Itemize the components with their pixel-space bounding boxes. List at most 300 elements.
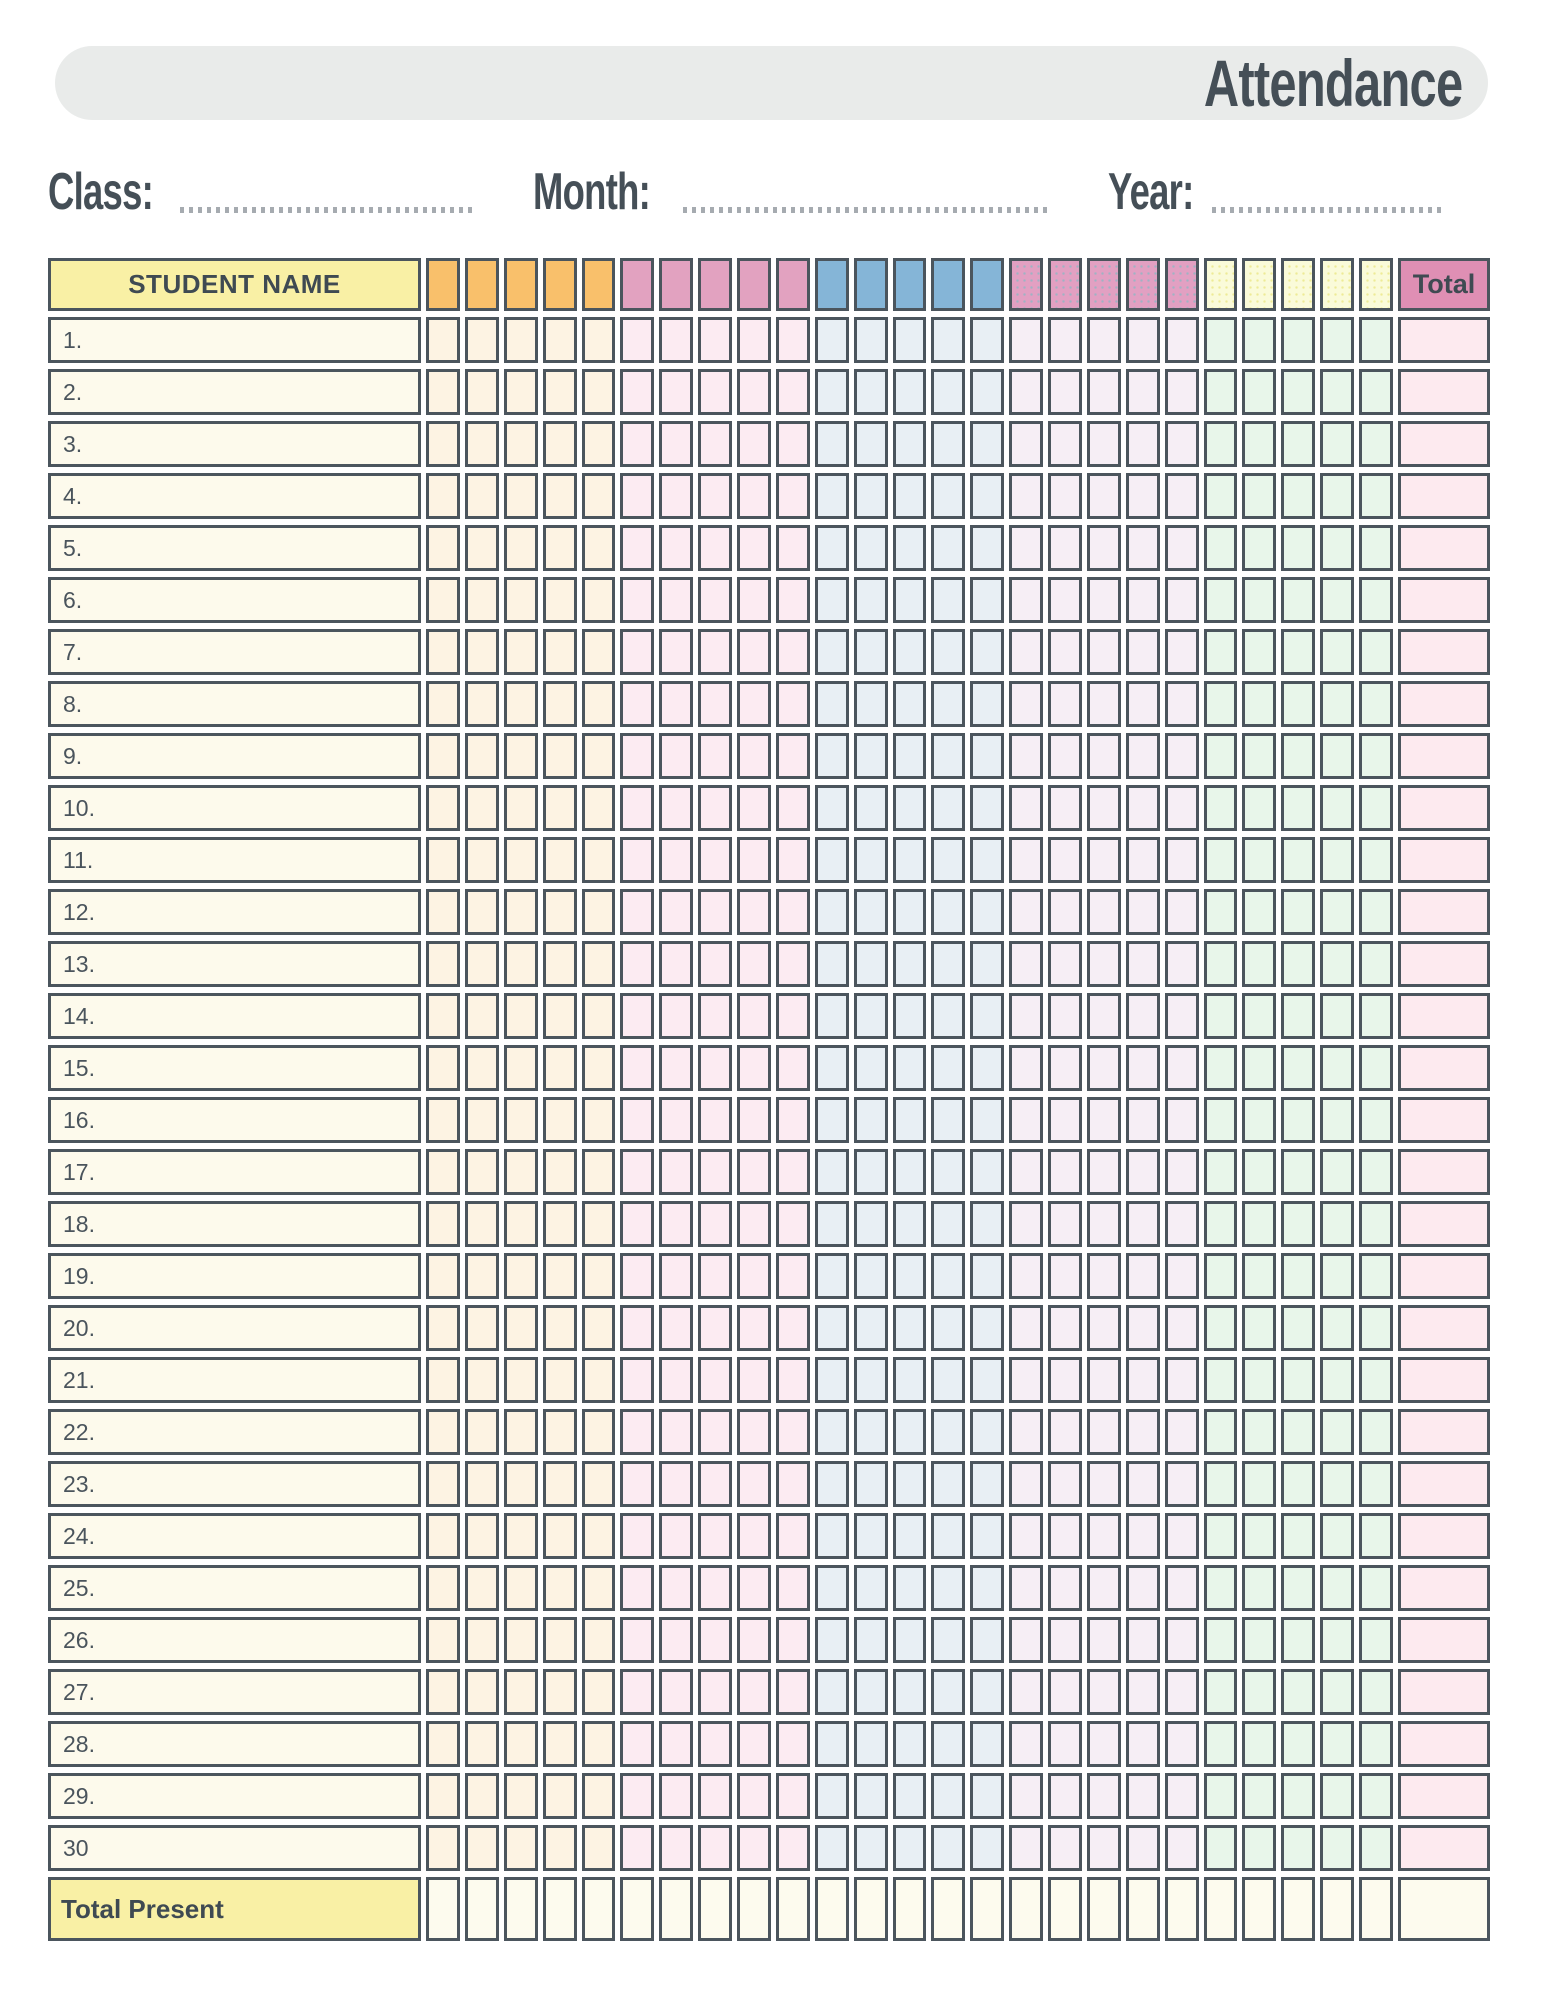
attendance-cell-r15-d16[interactable]	[1009, 1045, 1043, 1091]
attendance-cell-r15-d23[interactable]	[1281, 1045, 1315, 1091]
attendance-cell-r14-d2[interactable]	[465, 993, 499, 1039]
attendance-cell-r9-d18[interactable]	[1087, 733, 1121, 779]
attendance-cell-r12-d19[interactable]	[1126, 889, 1160, 935]
attendance-cell-r11-d20[interactable]	[1165, 837, 1199, 883]
attendance-cell-r11-d16[interactable]	[1009, 837, 1043, 883]
attendance-cell-r8-d18[interactable]	[1087, 681, 1121, 727]
total-present-day-cell-4[interactable]	[543, 1877, 577, 1941]
attendance-cell-r30-d17[interactable]	[1048, 1825, 1082, 1871]
attendance-cell-r17-d11[interactable]	[815, 1149, 849, 1195]
attendance-cell-r17-d2[interactable]	[465, 1149, 499, 1195]
attendance-cell-r2-d23[interactable]	[1281, 369, 1315, 415]
attendance-cell-r16-d13[interactable]	[893, 1097, 927, 1143]
attendance-cell-r13-d17[interactable]	[1048, 941, 1082, 987]
attendance-cell-r9-d15[interactable]	[970, 733, 1004, 779]
row-total-cell-r22[interactable]	[1398, 1409, 1490, 1455]
attendance-cell-r26-d22[interactable]	[1242, 1617, 1276, 1663]
attendance-cell-r3-d10[interactable]	[776, 421, 810, 467]
attendance-cell-r2-d7[interactable]	[659, 369, 693, 415]
attendance-cell-r29-d4[interactable]	[543, 1773, 577, 1819]
attendance-cell-r10-d6[interactable]	[620, 785, 654, 831]
attendance-cell-r22-d17[interactable]	[1048, 1409, 1082, 1455]
attendance-cell-r8-d4[interactable]	[543, 681, 577, 727]
attendance-cell-r2-d15[interactable]	[970, 369, 1004, 415]
attendance-cell-r26-d20[interactable]	[1165, 1617, 1199, 1663]
attendance-cell-r22-d2[interactable]	[465, 1409, 499, 1455]
attendance-cell-r1-d17[interactable]	[1048, 317, 1082, 363]
month-input-line[interactable]	[683, 207, 1051, 213]
attendance-cell-r11-d22[interactable]	[1242, 837, 1276, 883]
attendance-cell-r28-d12[interactable]	[854, 1721, 888, 1767]
attendance-cell-r3-d9[interactable]	[737, 421, 771, 467]
attendance-cell-r23-d11[interactable]	[815, 1461, 849, 1507]
attendance-cell-r17-d17[interactable]	[1048, 1149, 1082, 1195]
attendance-cell-r2-d13[interactable]	[893, 369, 927, 415]
attendance-cell-r4-d23[interactable]	[1281, 473, 1315, 519]
attendance-cell-r26-d18[interactable]	[1087, 1617, 1121, 1663]
attendance-cell-r16-d5[interactable]	[582, 1097, 616, 1143]
attendance-cell-r6-d3[interactable]	[504, 577, 538, 623]
attendance-cell-r11-d10[interactable]	[776, 837, 810, 883]
attendance-cell-r1-d11[interactable]	[815, 317, 849, 363]
attendance-cell-r15-d14[interactable]	[931, 1045, 965, 1091]
attendance-cell-r15-d12[interactable]	[854, 1045, 888, 1091]
attendance-cell-r6-d15[interactable]	[970, 577, 1004, 623]
row-total-cell-r18[interactable]	[1398, 1201, 1490, 1247]
attendance-cell-r21-d12[interactable]	[854, 1357, 888, 1403]
attendance-cell-r19-d11[interactable]	[815, 1253, 849, 1299]
attendance-cell-r8-d24[interactable]	[1320, 681, 1354, 727]
attendance-cell-r22-d23[interactable]	[1281, 1409, 1315, 1455]
attendance-cell-r5-d19[interactable]	[1126, 525, 1160, 571]
total-present-day-cell-8[interactable]	[698, 1877, 732, 1941]
attendance-cell-r1-d7[interactable]	[659, 317, 693, 363]
attendance-cell-r2-d18[interactable]	[1087, 369, 1121, 415]
attendance-cell-r28-d22[interactable]	[1242, 1721, 1276, 1767]
attendance-cell-r22-d16[interactable]	[1009, 1409, 1043, 1455]
attendance-cell-r2-d24[interactable]	[1320, 369, 1354, 415]
attendance-cell-r18-d2[interactable]	[465, 1201, 499, 1247]
attendance-cell-r21-d5[interactable]	[582, 1357, 616, 1403]
attendance-cell-r18-d12[interactable]	[854, 1201, 888, 1247]
attendance-cell-r26-d6[interactable]	[620, 1617, 654, 1663]
attendance-cell-r16-d8[interactable]	[698, 1097, 732, 1143]
attendance-cell-r15-d20[interactable]	[1165, 1045, 1199, 1091]
attendance-cell-r18-d18[interactable]	[1087, 1201, 1121, 1247]
attendance-cell-r27-d12[interactable]	[854, 1669, 888, 1715]
attendance-cell-r8-d23[interactable]	[1281, 681, 1315, 727]
attendance-cell-r15-d18[interactable]	[1087, 1045, 1121, 1091]
attendance-cell-r30-d2[interactable]	[465, 1825, 499, 1871]
attendance-cell-r6-d2[interactable]	[465, 577, 499, 623]
attendance-cell-r30-d5[interactable]	[582, 1825, 616, 1871]
attendance-cell-r17-d19[interactable]	[1126, 1149, 1160, 1195]
attendance-cell-r7-d16[interactable]	[1009, 629, 1043, 675]
attendance-cell-r15-d2[interactable]	[465, 1045, 499, 1091]
attendance-cell-r21-d1[interactable]	[426, 1357, 460, 1403]
attendance-cell-r4-d2[interactable]	[465, 473, 499, 519]
attendance-cell-r8-d21[interactable]	[1204, 681, 1238, 727]
attendance-cell-r20-d19[interactable]	[1126, 1305, 1160, 1351]
attendance-cell-r20-d17[interactable]	[1048, 1305, 1082, 1351]
attendance-cell-r24-d3[interactable]	[504, 1513, 538, 1559]
attendance-cell-r13-d22[interactable]	[1242, 941, 1276, 987]
attendance-cell-r22-d9[interactable]	[737, 1409, 771, 1455]
attendance-cell-r10-d15[interactable]	[970, 785, 1004, 831]
attendance-cell-r3-d8[interactable]	[698, 421, 732, 467]
attendance-cell-r29-d17[interactable]	[1048, 1773, 1082, 1819]
attendance-cell-r6-d6[interactable]	[620, 577, 654, 623]
attendance-cell-r23-d14[interactable]	[931, 1461, 965, 1507]
attendance-cell-r16-d1[interactable]	[426, 1097, 460, 1143]
attendance-cell-r8-d5[interactable]	[582, 681, 616, 727]
attendance-cell-r20-d12[interactable]	[854, 1305, 888, 1351]
attendance-cell-r3-d24[interactable]	[1320, 421, 1354, 467]
row-total-cell-r4[interactable]	[1398, 473, 1490, 519]
attendance-cell-r24-d14[interactable]	[931, 1513, 965, 1559]
attendance-cell-r19-d25[interactable]	[1359, 1253, 1393, 1299]
attendance-cell-r14-d7[interactable]	[659, 993, 693, 1039]
attendance-cell-r2-d19[interactable]	[1126, 369, 1160, 415]
attendance-cell-r13-d12[interactable]	[854, 941, 888, 987]
attendance-cell-r16-d17[interactable]	[1048, 1097, 1082, 1143]
attendance-cell-r30-d8[interactable]	[698, 1825, 732, 1871]
attendance-cell-r17-d21[interactable]	[1204, 1149, 1238, 1195]
attendance-cell-r27-d5[interactable]	[582, 1669, 616, 1715]
attendance-cell-r28-d17[interactable]	[1048, 1721, 1082, 1767]
attendance-cell-r30-d19[interactable]	[1126, 1825, 1160, 1871]
attendance-cell-r5-d15[interactable]	[970, 525, 1004, 571]
attendance-cell-r25-d20[interactable]	[1165, 1565, 1199, 1611]
attendance-cell-r15-d11[interactable]	[815, 1045, 849, 1091]
row-total-cell-r30[interactable]	[1398, 1825, 1490, 1871]
attendance-cell-r30-d4[interactable]	[543, 1825, 577, 1871]
total-present-day-cell-16[interactable]	[1009, 1877, 1043, 1941]
attendance-cell-r14-d4[interactable]	[543, 993, 577, 1039]
attendance-cell-r18-d10[interactable]	[776, 1201, 810, 1247]
row-total-cell-r5[interactable]	[1398, 525, 1490, 571]
attendance-cell-r23-d16[interactable]	[1009, 1461, 1043, 1507]
total-present-day-cell-17[interactable]	[1048, 1877, 1082, 1941]
attendance-cell-r22-d19[interactable]	[1126, 1409, 1160, 1455]
attendance-cell-r5-d20[interactable]	[1165, 525, 1199, 571]
attendance-cell-r9-d24[interactable]	[1320, 733, 1354, 779]
attendance-cell-r17-d9[interactable]	[737, 1149, 771, 1195]
attendance-cell-r1-d14[interactable]	[931, 317, 965, 363]
attendance-cell-r16-d14[interactable]	[931, 1097, 965, 1143]
attendance-cell-r14-d14[interactable]	[931, 993, 965, 1039]
attendance-cell-r19-d16[interactable]	[1009, 1253, 1043, 1299]
attendance-cell-r29-d23[interactable]	[1281, 1773, 1315, 1819]
student-name-cell[interactable]: 1.	[48, 317, 421, 363]
attendance-cell-r28-d18[interactable]	[1087, 1721, 1121, 1767]
attendance-cell-r11-d18[interactable]	[1087, 837, 1121, 883]
student-name-cell[interactable]: 25.	[48, 1565, 421, 1611]
attendance-cell-r23-d3[interactable]	[504, 1461, 538, 1507]
row-total-cell-r25[interactable]	[1398, 1565, 1490, 1611]
attendance-cell-r28-d21[interactable]	[1204, 1721, 1238, 1767]
attendance-cell-r13-d6[interactable]	[620, 941, 654, 987]
attendance-cell-r23-d25[interactable]	[1359, 1461, 1393, 1507]
attendance-cell-r21-d17[interactable]	[1048, 1357, 1082, 1403]
attendance-cell-r13-d5[interactable]	[582, 941, 616, 987]
attendance-cell-r25-d21[interactable]	[1204, 1565, 1238, 1611]
row-total-cell-r19[interactable]	[1398, 1253, 1490, 1299]
attendance-cell-r10-d21[interactable]	[1204, 785, 1238, 831]
attendance-cell-r14-d9[interactable]	[737, 993, 771, 1039]
attendance-cell-r24-d19[interactable]	[1126, 1513, 1160, 1559]
attendance-cell-r12-d11[interactable]	[815, 889, 849, 935]
total-present-day-cell-10[interactable]	[776, 1877, 810, 1941]
attendance-cell-r3-d11[interactable]	[815, 421, 849, 467]
attendance-cell-r20-d4[interactable]	[543, 1305, 577, 1351]
attendance-cell-r26-d14[interactable]	[931, 1617, 965, 1663]
attendance-cell-r26-d5[interactable]	[582, 1617, 616, 1663]
attendance-cell-r8-d14[interactable]	[931, 681, 965, 727]
attendance-cell-r25-d18[interactable]	[1087, 1565, 1121, 1611]
attendance-cell-r1-d25[interactable]	[1359, 317, 1393, 363]
attendance-cell-r24-d5[interactable]	[582, 1513, 616, 1559]
attendance-cell-r23-d20[interactable]	[1165, 1461, 1199, 1507]
attendance-cell-r13-d18[interactable]	[1087, 941, 1121, 987]
attendance-cell-r14-d6[interactable]	[620, 993, 654, 1039]
attendance-cell-r25-d17[interactable]	[1048, 1565, 1082, 1611]
student-name-cell[interactable]: 8.	[48, 681, 421, 727]
attendance-cell-r3-d17[interactable]	[1048, 421, 1082, 467]
attendance-cell-r4-d9[interactable]	[737, 473, 771, 519]
attendance-cell-r7-d2[interactable]	[465, 629, 499, 675]
attendance-cell-r10-d19[interactable]	[1126, 785, 1160, 831]
attendance-cell-r29-d22[interactable]	[1242, 1773, 1276, 1819]
attendance-cell-r9-d17[interactable]	[1048, 733, 1082, 779]
attendance-cell-r26-d25[interactable]	[1359, 1617, 1393, 1663]
attendance-cell-r4-d6[interactable]	[620, 473, 654, 519]
attendance-cell-r16-d11[interactable]	[815, 1097, 849, 1143]
attendance-cell-r28-d1[interactable]	[426, 1721, 460, 1767]
attendance-cell-r14-d5[interactable]	[582, 993, 616, 1039]
attendance-cell-r23-d2[interactable]	[465, 1461, 499, 1507]
attendance-cell-r15-d1[interactable]	[426, 1045, 460, 1091]
attendance-cell-r19-d15[interactable]	[970, 1253, 1004, 1299]
row-total-cell-r1[interactable]	[1398, 317, 1490, 363]
student-name-cell[interactable]: 5.	[48, 525, 421, 571]
total-present-day-cell-20[interactable]	[1165, 1877, 1199, 1941]
attendance-cell-r26-d16[interactable]	[1009, 1617, 1043, 1663]
attendance-cell-r16-d20[interactable]	[1165, 1097, 1199, 1143]
attendance-cell-r29-d7[interactable]	[659, 1773, 693, 1819]
attendance-cell-r3-d2[interactable]	[465, 421, 499, 467]
attendance-cell-r8-d12[interactable]	[854, 681, 888, 727]
attendance-cell-r14-d21[interactable]	[1204, 993, 1238, 1039]
attendance-cell-r11-d6[interactable]	[620, 837, 654, 883]
total-present-day-cell-18[interactable]	[1087, 1877, 1121, 1941]
attendance-cell-r30-d18[interactable]	[1087, 1825, 1121, 1871]
attendance-cell-r3-d18[interactable]	[1087, 421, 1121, 467]
attendance-cell-r20-d2[interactable]	[465, 1305, 499, 1351]
attendance-cell-r20-d16[interactable]	[1009, 1305, 1043, 1351]
attendance-cell-r24-d13[interactable]	[893, 1513, 927, 1559]
attendance-cell-r6-d22[interactable]	[1242, 577, 1276, 623]
row-total-cell-r16[interactable]	[1398, 1097, 1490, 1143]
attendance-cell-r13-d25[interactable]	[1359, 941, 1393, 987]
attendance-cell-r26-d19[interactable]	[1126, 1617, 1160, 1663]
attendance-cell-r22-d18[interactable]	[1087, 1409, 1121, 1455]
attendance-cell-r15-d9[interactable]	[737, 1045, 771, 1091]
attendance-cell-r27-d13[interactable]	[893, 1669, 927, 1715]
attendance-cell-r25-d9[interactable]	[737, 1565, 771, 1611]
attendance-cell-r15-d13[interactable]	[893, 1045, 927, 1091]
attendance-cell-r16-d25[interactable]	[1359, 1097, 1393, 1143]
row-total-cell-r20[interactable]	[1398, 1305, 1490, 1351]
attendance-cell-r23-d6[interactable]	[620, 1461, 654, 1507]
attendance-cell-r7-d5[interactable]	[582, 629, 616, 675]
total-present-day-cell-25[interactable]	[1359, 1877, 1393, 1941]
attendance-cell-r13-d2[interactable]	[465, 941, 499, 987]
attendance-cell-r20-d7[interactable]	[659, 1305, 693, 1351]
attendance-cell-r4-d21[interactable]	[1204, 473, 1238, 519]
attendance-cell-r26-d17[interactable]	[1048, 1617, 1082, 1663]
attendance-cell-r4-d24[interactable]	[1320, 473, 1354, 519]
attendance-cell-r26-d1[interactable]	[426, 1617, 460, 1663]
row-total-cell-r2[interactable]	[1398, 369, 1490, 415]
attendance-cell-r14-d18[interactable]	[1087, 993, 1121, 1039]
attendance-cell-r18-d1[interactable]	[426, 1201, 460, 1247]
attendance-cell-r1-d16[interactable]	[1009, 317, 1043, 363]
attendance-cell-r27-d8[interactable]	[698, 1669, 732, 1715]
attendance-cell-r11-d1[interactable]	[426, 837, 460, 883]
attendance-cell-r17-d8[interactable]	[698, 1149, 732, 1195]
attendance-cell-r16-d15[interactable]	[970, 1097, 1004, 1143]
attendance-cell-r4-d16[interactable]	[1009, 473, 1043, 519]
attendance-cell-r24-d1[interactable]	[426, 1513, 460, 1559]
row-total-cell-r26[interactable]	[1398, 1617, 1490, 1663]
attendance-cell-r1-d6[interactable]	[620, 317, 654, 363]
student-name-cell[interactable]: 18.	[48, 1201, 421, 1247]
total-present-day-cell-23[interactable]	[1281, 1877, 1315, 1941]
attendance-cell-r3-d15[interactable]	[970, 421, 1004, 467]
attendance-cell-r22-d1[interactable]	[426, 1409, 460, 1455]
attendance-cell-r4-d18[interactable]	[1087, 473, 1121, 519]
attendance-cell-r13-d1[interactable]	[426, 941, 460, 987]
attendance-cell-r24-d15[interactable]	[970, 1513, 1004, 1559]
attendance-cell-r8-d3[interactable]	[504, 681, 538, 727]
attendance-cell-r12-d5[interactable]	[582, 889, 616, 935]
attendance-cell-r10-d2[interactable]	[465, 785, 499, 831]
attendance-cell-r25-d11[interactable]	[815, 1565, 849, 1611]
attendance-cell-r25-d5[interactable]	[582, 1565, 616, 1611]
attendance-cell-r1-d20[interactable]	[1165, 317, 1199, 363]
attendance-cell-r30-d11[interactable]	[815, 1825, 849, 1871]
attendance-cell-r25-d14[interactable]	[931, 1565, 965, 1611]
attendance-cell-r11-d2[interactable]	[465, 837, 499, 883]
attendance-cell-r11-d5[interactable]	[582, 837, 616, 883]
attendance-cell-r5-d2[interactable]	[465, 525, 499, 571]
attendance-cell-r22-d15[interactable]	[970, 1409, 1004, 1455]
attendance-cell-r11-d14[interactable]	[931, 837, 965, 883]
attendance-cell-r13-d23[interactable]	[1281, 941, 1315, 987]
attendance-cell-r28-d20[interactable]	[1165, 1721, 1199, 1767]
attendance-cell-r5-d9[interactable]	[737, 525, 771, 571]
attendance-cell-r19-d4[interactable]	[543, 1253, 577, 1299]
attendance-cell-r10-d16[interactable]	[1009, 785, 1043, 831]
attendance-cell-r28-d5[interactable]	[582, 1721, 616, 1767]
attendance-cell-r9-d10[interactable]	[776, 733, 810, 779]
attendance-cell-r9-d7[interactable]	[659, 733, 693, 779]
attendance-cell-r13-d24[interactable]	[1320, 941, 1354, 987]
attendance-cell-r28-d8[interactable]	[698, 1721, 732, 1767]
attendance-cell-r6-d7[interactable]	[659, 577, 693, 623]
attendance-cell-r16-d9[interactable]	[737, 1097, 771, 1143]
attendance-cell-r8-d1[interactable]	[426, 681, 460, 727]
attendance-cell-r6-d21[interactable]	[1204, 577, 1238, 623]
attendance-cell-r5-d7[interactable]	[659, 525, 693, 571]
attendance-cell-r17-d6[interactable]	[620, 1149, 654, 1195]
attendance-cell-r27-d2[interactable]	[465, 1669, 499, 1715]
attendance-cell-r6-d13[interactable]	[893, 577, 927, 623]
attendance-cell-r3-d3[interactable]	[504, 421, 538, 467]
attendance-cell-r16-d6[interactable]	[620, 1097, 654, 1143]
attendance-cell-r11-d11[interactable]	[815, 837, 849, 883]
student-name-cell[interactable]: 10.	[48, 785, 421, 831]
row-total-cell-r21[interactable]	[1398, 1357, 1490, 1403]
attendance-cell-r5-d8[interactable]	[698, 525, 732, 571]
attendance-cell-r30-d15[interactable]	[970, 1825, 1004, 1871]
attendance-cell-r18-d14[interactable]	[931, 1201, 965, 1247]
attendance-cell-r6-d17[interactable]	[1048, 577, 1082, 623]
attendance-cell-r8-d19[interactable]	[1126, 681, 1160, 727]
attendance-cell-r3-d14[interactable]	[931, 421, 965, 467]
attendance-cell-r12-d22[interactable]	[1242, 889, 1276, 935]
attendance-cell-r12-d3[interactable]	[504, 889, 538, 935]
attendance-cell-r7-d7[interactable]	[659, 629, 693, 675]
attendance-cell-r5-d23[interactable]	[1281, 525, 1315, 571]
attendance-cell-r13-d4[interactable]	[543, 941, 577, 987]
attendance-cell-r8-d17[interactable]	[1048, 681, 1082, 727]
attendance-cell-r3-d13[interactable]	[893, 421, 927, 467]
attendance-cell-r27-d15[interactable]	[970, 1669, 1004, 1715]
attendance-cell-r15-d17[interactable]	[1048, 1045, 1082, 1091]
attendance-cell-r4-d13[interactable]	[893, 473, 927, 519]
student-name-cell[interactable]: 22.	[48, 1409, 421, 1455]
attendance-cell-r24-d18[interactable]	[1087, 1513, 1121, 1559]
attendance-cell-r19-d22[interactable]	[1242, 1253, 1276, 1299]
attendance-cell-r6-d14[interactable]	[931, 577, 965, 623]
attendance-cell-r23-d12[interactable]	[854, 1461, 888, 1507]
attendance-cell-r25-d22[interactable]	[1242, 1565, 1276, 1611]
attendance-cell-r29-d12[interactable]	[854, 1773, 888, 1819]
attendance-cell-r15-d25[interactable]	[1359, 1045, 1393, 1091]
attendance-cell-r30-d12[interactable]	[854, 1825, 888, 1871]
attendance-cell-r8-d25[interactable]	[1359, 681, 1393, 727]
attendance-cell-r20-d11[interactable]	[815, 1305, 849, 1351]
attendance-cell-r21-d6[interactable]	[620, 1357, 654, 1403]
attendance-cell-r2-d14[interactable]	[931, 369, 965, 415]
attendance-cell-r11-d17[interactable]	[1048, 837, 1082, 883]
attendance-cell-r30-d10[interactable]	[776, 1825, 810, 1871]
row-total-cell-r15[interactable]	[1398, 1045, 1490, 1091]
total-present-day-cell-19[interactable]	[1126, 1877, 1160, 1941]
attendance-cell-r19-d21[interactable]	[1204, 1253, 1238, 1299]
attendance-cell-r13-d3[interactable]	[504, 941, 538, 987]
row-total-cell-r23[interactable]	[1398, 1461, 1490, 1507]
attendance-cell-r19-d18[interactable]	[1087, 1253, 1121, 1299]
attendance-cell-r7-d9[interactable]	[737, 629, 771, 675]
attendance-cell-r8-d15[interactable]	[970, 681, 1004, 727]
attendance-cell-r29-d15[interactable]	[970, 1773, 1004, 1819]
attendance-cell-r2-d4[interactable]	[543, 369, 577, 415]
attendance-cell-r18-d19[interactable]	[1126, 1201, 1160, 1247]
attendance-cell-r20-d14[interactable]	[931, 1305, 965, 1351]
